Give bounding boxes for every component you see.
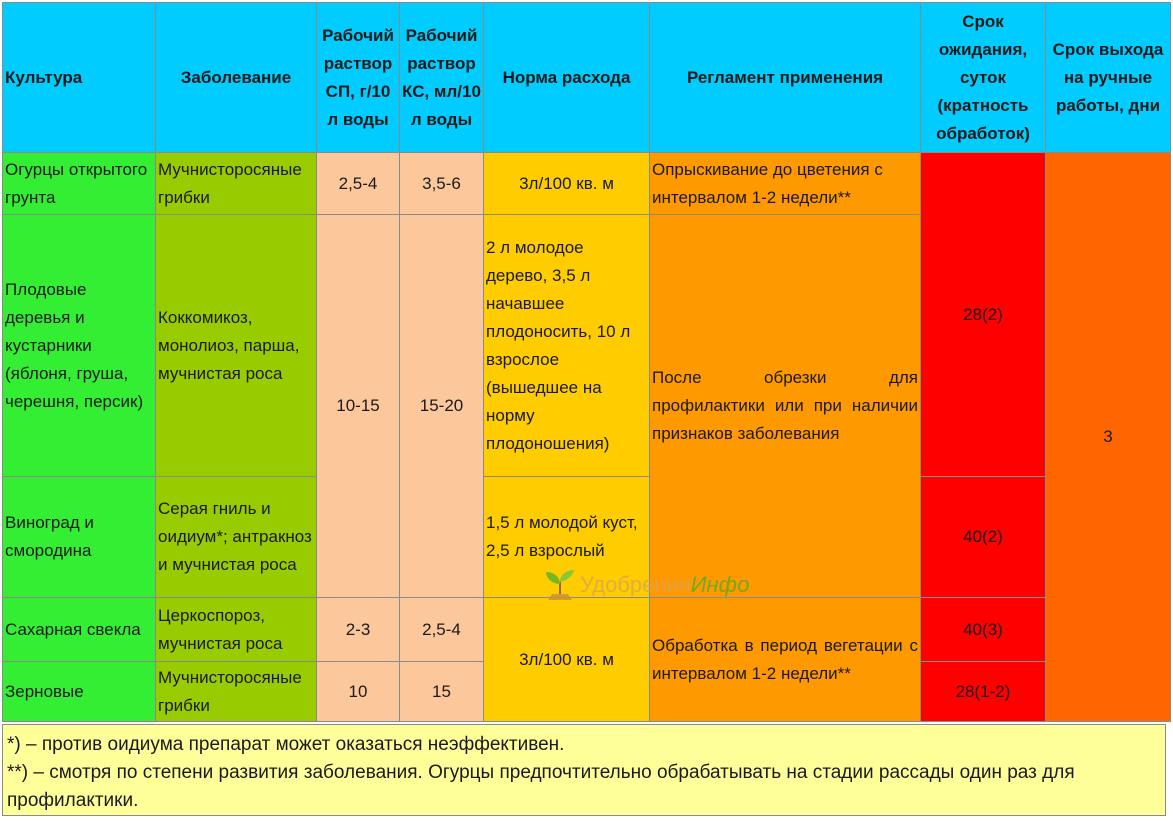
disease-cell: Серая гниль и оидиум*; антракноз и мучнистая роса bbox=[156, 477, 317, 598]
footnote-1: *) – против оидиума препарат может оказаться неэффективен. bbox=[7, 734, 565, 755]
header-ks: Рабочий раствор КС, мл/10 л воды bbox=[400, 3, 484, 153]
culture-cell: Зерновые bbox=[3, 662, 156, 722]
sp-cell: 10-15 bbox=[317, 215, 400, 598]
table-row bbox=[3, 153, 1171, 215]
header-disease: Заболевание bbox=[156, 3, 317, 153]
culture-cell: Виноград и смородина bbox=[3, 477, 156, 598]
ks-cell: 15-20 bbox=[400, 215, 484, 598]
watermark-text-1: Удобрения bbox=[580, 572, 691, 597]
regulation-cell: Обработка в период вегетации с интервалом 1-2 недели** bbox=[650, 598, 921, 722]
disease-cell: Мучнисторосяные грибки bbox=[156, 153, 317, 215]
header-culture: Культура bbox=[3, 3, 156, 153]
sp-cell: 2,5-4 bbox=[317, 153, 400, 215]
sp-cell: 2-3 bbox=[317, 598, 400, 662]
rate-cell: 1,5 л молодой куст, 2,5 л взрослый bbox=[484, 477, 650, 598]
ks-cell: 2,5-4 bbox=[400, 598, 484, 662]
header-sp: Рабочий раствор СП, г/10 л воды bbox=[317, 3, 400, 153]
ks-cell: 3,5-6 bbox=[400, 153, 484, 215]
disease-cell: Коккомикоз, монолиоз, парша, мучнистая роса bbox=[156, 215, 317, 477]
footnote-2: **) – смотря по степени развития заболевания. Огурцы предпочтительно обрабатывать на стадии рассады один раз для профилактики. bbox=[7, 762, 1075, 811]
waiting-cell: 28(2) bbox=[921, 153, 1046, 477]
culture-cell: Сахарная свекла bbox=[3, 598, 156, 662]
waiting-cell: 40(3) bbox=[921, 598, 1046, 662]
footnotes bbox=[2, 724, 1166, 816]
header-regulation: Регламент применения bbox=[650, 3, 921, 153]
table-row bbox=[3, 477, 1171, 598]
header-manual: Срок выхода на ручные работы, дни bbox=[1046, 3, 1171, 153]
header-row bbox=[3, 3, 1171, 153]
fungicide-table bbox=[2, 2, 1171, 722]
rate-cell: 3л/100 кв. м bbox=[484, 598, 650, 722]
watermark-text-2: Инфо bbox=[690, 572, 750, 597]
rate-cell: 2 л молодое дерево, 3,5 л начавшее плодоносить, 10 л взрослое (вышедшее на норму плодоношения) bbox=[484, 215, 650, 477]
culture-cell: Плодовые деревья и кустарники (яблоня, груша, черешня, персик) bbox=[3, 215, 156, 477]
waiting-cell: 28(1-2) bbox=[921, 662, 1046, 722]
disease-cell: Церкоспороз, мучнистая роса bbox=[156, 598, 317, 662]
header-rate: Норма расхода bbox=[484, 3, 650, 153]
table-row bbox=[3, 598, 1171, 662]
culture-cell: Огурцы открытого грунта bbox=[3, 153, 156, 215]
header-waiting: Срок ожидания, суток (кратность обработок) bbox=[921, 3, 1046, 153]
disease-cell: Мучнисторосяные грибки bbox=[156, 662, 317, 722]
ks-cell: 15 bbox=[400, 662, 484, 722]
sp-cell: 10 bbox=[317, 662, 400, 722]
waiting-cell: 40(2) bbox=[921, 477, 1046, 598]
regulation-cell: После обрезки для профилактики или при наличии признаков заболевания bbox=[650, 215, 921, 598]
regulation-cell: Опрыскивание до цветения с интервалом 1-2 недели** bbox=[650, 153, 921, 215]
rate-cell: 3л/100 кв. м bbox=[484, 153, 650, 215]
manual-cell: 3 bbox=[1046, 153, 1171, 722]
